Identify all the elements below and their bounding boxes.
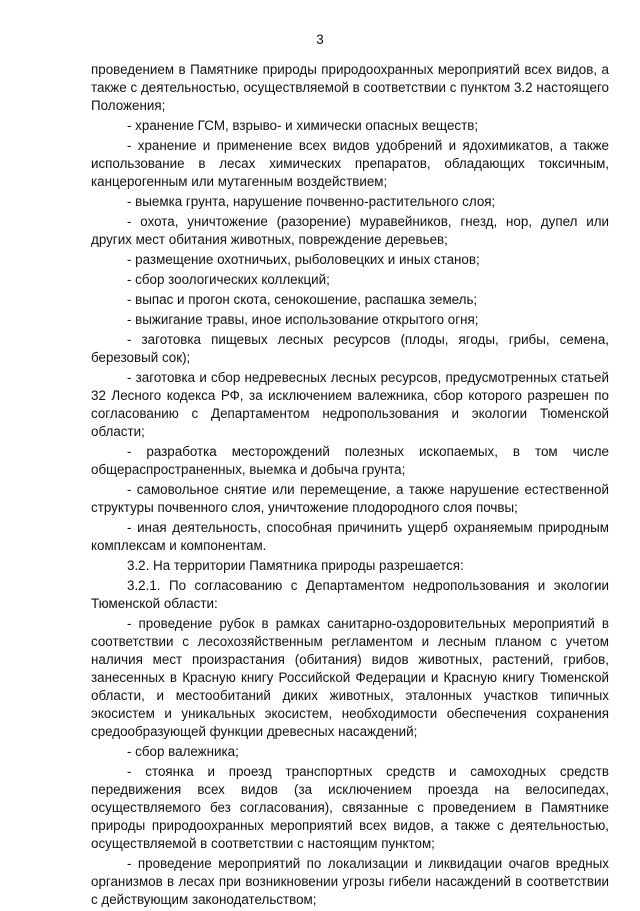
section-heading: 3.2.1. По согласованию с Департаментом недропользования и экологии Тюменской области: bbox=[91, 578, 609, 611]
list-item: - иная деятельность, способная причинить ущерб охраняемым природным комплексам и компонентам. bbox=[91, 520, 609, 553]
list-item: - сбор валежника; bbox=[127, 744, 239, 759]
list-item: - стоянка и проезд транспортных средств и самоходных средств передвижения всех видов (за исключением проезда на велосипедах, осуществляемого без согласования), связанные с проведением в Памятнике природы природоохранных мероприятий всех видов, а также с деятельностью, осуществляемой в соответствии с настоящим пунктом; bbox=[91, 764, 609, 851]
list-item: - заготовка и сбор недревесных лесных ресурсов, предусмотренных статьей 32 Лесного кодекса РФ, за исключением валежника, сбор которого разрешен по согласованию с Департаментом недропользования и экологии Тюменской области; bbox=[91, 370, 609, 439]
list-item: - самовольное снятие или перемещение, а также нарушение естественной структуры почвенного слоя, уничтожение плодородного слоя почвы; bbox=[91, 482, 609, 515]
list-item: - выемка грунта, нарушение почвенно-растительного слоя; bbox=[127, 194, 496, 209]
list-item: - выжигание травы, иное использование открытого огня; bbox=[127, 312, 479, 327]
list-item: - хранение и применение всех видов удобрений и ядохимикатов, а также использование в лесах химических препаратов, обладающих токсичным, канцерогенным или мутагенным воздействием; bbox=[91, 138, 609, 189]
document-body bbox=[91, 61, 609, 911]
list-item: - хранение ГСМ, взрыво- и химически опасных веществ; bbox=[127, 118, 479, 133]
page-number: 3 bbox=[316, 32, 324, 47]
list-item: - размещение охотничьих, рыболовецких и иных станов; bbox=[127, 252, 480, 267]
paragraph: проведением в Памятнике природы природоохранных мероприятий всех видов, а также с деятельностью, осуществляемой в соответствии с пунктом 3.2 настоящего Положения; bbox=[91, 62, 609, 113]
section-heading: 3.2. На территории Памятника природы разрешается: bbox=[127, 558, 464, 573]
list-item: - проведение рубок в рамках санитарно-оздоровительных мероприятий в соответствии с лесохозяйственным регламентом и лесным планом с учетом наличия мест произрастания (обитания) видов животных, растений, грибов, занесенных в Красную книгу Российской Федерации и Красную книгу Тюменской области, и местообитаний диких животных, эталонных участков типичных экосистем и уникальных экосистем, необходимости обеспечения сохранения средообразующей функции древесных насаждений; bbox=[91, 616, 609, 739]
list-item: - выпас и прогон скота, сенокошение, распашка земель; bbox=[127, 292, 478, 307]
list-item: - разработка месторождений полезных ископаемых, в том числе общераспространенных, выемка и добыча грунта; bbox=[91, 444, 609, 477]
list-item: - сбор зоологических коллекций; bbox=[127, 272, 330, 287]
list-item: - заготовка пищевых лесных ресурсов (плоды, ягоды, грибы, семена, березовый сок); bbox=[91, 332, 609, 365]
list-item: - проведение мероприятий по локализации и ликвидации очагов вредных организмов в лесах при возникновении угрозы гибели насаждений в соответствии с действующим законодательством; bbox=[91, 856, 609, 907]
list-item: - охота, уничтожение (разорение) муравейников, гнезд, нор, дупел или других мест обитания животных, повреждение деревьев; bbox=[91, 214, 609, 247]
